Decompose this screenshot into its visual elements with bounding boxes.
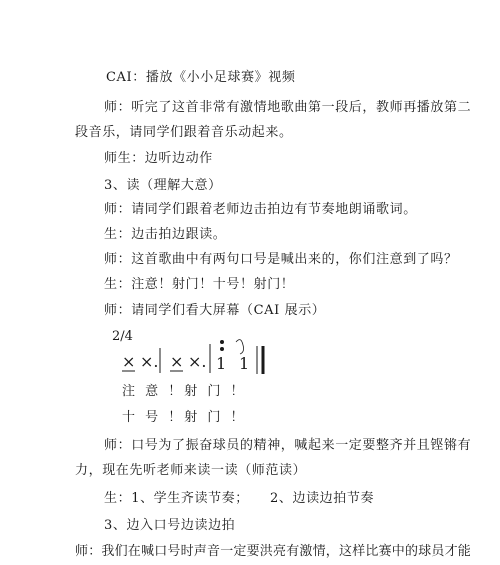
text-line: 师：请同学们跟着老师边击拍边有节奏地朗诵歌词。 xyxy=(104,202,417,217)
text-line: CAI：播放《小小足球赛》视频 xyxy=(106,70,296,85)
section-heading: 3、读（理解大意） xyxy=(104,178,222,193)
rhythm-note: × xyxy=(122,352,136,371)
text-line: 力，现在先听老师来读一读（师范读） xyxy=(75,463,307,478)
breath-mark-icon xyxy=(236,340,244,354)
rhythm-note: 1 xyxy=(216,354,227,373)
rhythm-note: ×. xyxy=(140,352,159,371)
time-signature: 2/4 xyxy=(112,329,133,344)
text-line: 生：1、学生齐读节奏； xyxy=(104,491,249,506)
rhythm-note: ×. xyxy=(188,352,207,371)
text-line: 师：听完了这首非常有激情地歌曲第一段后，教师再播放第二 xyxy=(104,100,472,115)
text-line: 师：这首歌曲中有两句口号是喊出来的，你们注意到了吗？ xyxy=(104,252,458,267)
text-line: 师：我们在喊口号时声音一定要洪亮有激情，这样比赛中的球员才能 xyxy=(75,544,472,559)
section-heading: 3、边入口号边读边拍 xyxy=(104,518,236,533)
rhythm-note: 1 xyxy=(239,354,250,373)
text-line: 生：注意！射门！十号！射门！ xyxy=(104,277,295,292)
text-line: 师：口号为了振奋球员的精神，喊起来一定要整齐并且铿锵有 xyxy=(104,438,472,453)
repeat-dot xyxy=(220,347,224,351)
lyrics-line: 注 意 ！射 门 ！ xyxy=(122,384,247,399)
repeat-dot xyxy=(220,340,224,344)
text-line: 段音乐，请同学们跟着音乐动起来。 xyxy=(75,125,293,140)
text-line: 生：边击拍边跟读。 xyxy=(104,227,227,242)
rhythm-note: × xyxy=(170,352,184,371)
lyrics-line: 十 号 ！射 门 ！ xyxy=(122,410,247,425)
text-line: 2、边读边拍节奏 xyxy=(270,491,375,506)
text-line: 师：请同学们看大屏幕（CAI 展示） xyxy=(104,303,326,318)
text-line: 师生：边听边动作 xyxy=(104,151,213,166)
